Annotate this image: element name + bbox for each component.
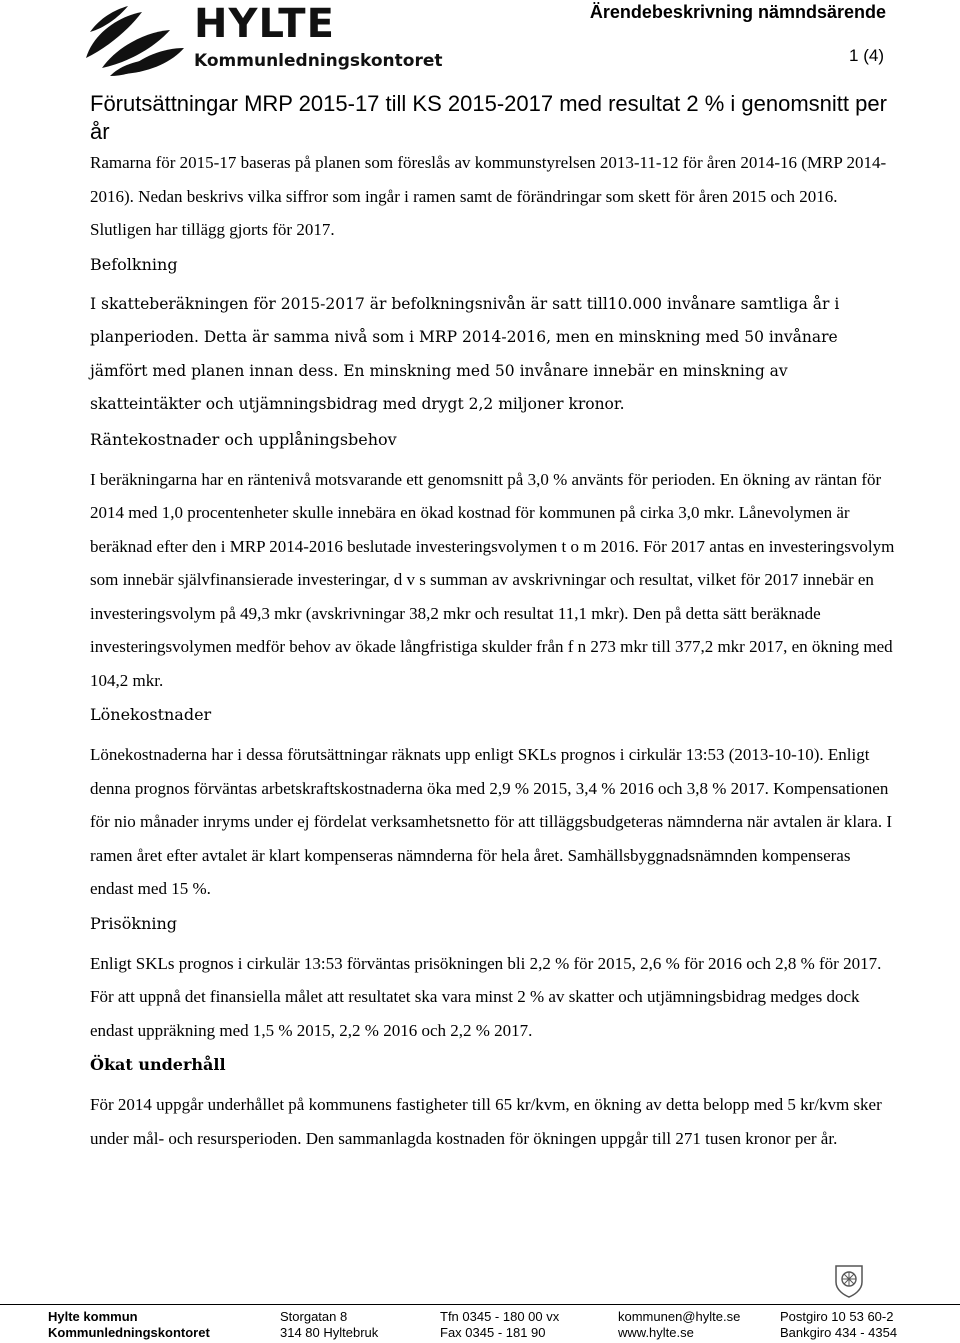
footer-website[interactable]: www.hylte.se — [618, 1325, 694, 1340]
footer-fax: Fax 0345 - 181 90 — [440, 1325, 546, 1340]
footer-email[interactable]: kommunen@hylte.se — [618, 1309, 741, 1324]
section-heading: Ökat underhåll — [90, 1055, 226, 1074]
document-title: Förutsättningar MRP 2015-17 till KS 2015-2017 med resultat 2 % i genomsnitt per år — [90, 91, 887, 144]
logo-subtitle: Kommunledningskontoret — [194, 51, 443, 71]
footer-org-name: Hylte kommun — [48, 1309, 138, 1324]
section-text: För 2014 uppgår underhållet på kommunens fastigheter till 65 kr/kvm, en ökning av detta belopp med 5 kr/kvm sker under mål- och resursperioden. Den sammanlagda kostnaden för ökningen uppgår till 271 tusen kronor per år. — [90, 1095, 882, 1148]
section-heading: Befolkning — [90, 254, 178, 274]
footer-address — [280, 1309, 378, 1341]
section-text: I beräkningarna har en räntenivå motsvarande ett genomsnitt på 3,0 % använts för perioden. En ökning av räntan för 2014 med 1,0 procentenheter skulle innebära en ökad kostnad för kommunen på cirka 3,0 mkr. Lånevolymen är beräknad efter den i MRP 2014-2016 beslutade investeringsvolymen t o m 2016. För 2017 antas en investeringsvolym som innebär självfinansierade investeringar, d v s summan av avskrivningar och resultat, vilket för 2017 innebär en investeringsvolym på 49,3 mkr (avskrivningar 38,2 mkr och resultat 11,1 mkr). Den på detta sätt beräknade investeringsvolymen medför behov av ökade långfristiga skulder från f n 273 mkr till 377,2 mkr 2017, en ökning med 104,2 mkr. — [90, 469, 895, 690]
footer-phone — [440, 1309, 559, 1341]
page-number: 1 (4) — [849, 46, 884, 65]
section-text: Lönekostnaderna har i dessa förutsättningar räknats upp enligt SKLs prognos i cirkulär 13:53 (2013-10-10). Enligt denna prognos förväntas arbetskraftskostnaderna öka med 2,9 % 2015, 3,4 % 2016 och 3,8 % 2017. Kompensationen för nio månader inryms under ej fördelat verksamhetsnetto för att tilläggsbudgeteras nämnderna när avtalen är klara. I ramen året efter avtalet är klart kompenseras nämnderna för hela året. Samhällsbyggnadsnämnden kompenseras endast med 15 %. — [90, 745, 892, 898]
document-type: Ärendebeskrivning nämndsärende — [589, 2, 886, 22]
section-text: I skatteberäkningen för 2015-2017 är befolkningsnivån är satt till10.000 invånare samtliga år i planperioden. Detta är samma nivå som i MRP 2014-2016, men en minskning med 50 invånare jämfört med planen innan dess. En minskning med 50 invånare innebär en minskning av skatteintäkter och utjämningsbidrag med drygt 2,2 miljoner kronor. — [90, 294, 840, 413]
municipal-coat-of-arms-icon — [834, 1264, 864, 1298]
footer-org — [48, 1309, 210, 1341]
footer-postgiro: Postgiro 10 53 60-2 — [780, 1309, 894, 1324]
logo-name: HYLTE — [194, 1, 335, 47]
section-text: Enligt SKLs prognos i cirkulär 13:53 förväntas prisökningen bli 2,2 % för 2015, 2,6 % för 2016 och 2,8 % för 2017. För att uppnå det finansiella målet att resultatet ska vara minst 2 % av skatter och utjämningsbidrag medges dock endast uppräkning med 1,5 % 2015, 2,2 % 2016 och 2,2 % 2017. — [90, 953, 882, 1040]
footer-street: Storgatan 8 — [280, 1309, 348, 1324]
section-heading: Prisökning — [90, 913, 178, 933]
footer-payment — [780, 1309, 897, 1341]
section-heading: Räntekostnader och upplåningsbehov — [90, 429, 397, 449]
footer-bankgiro: Bankgiro 434 - 4354 — [780, 1325, 898, 1340]
leaf-emblem-icon — [86, 6, 184, 76]
logo-text — [194, 2, 443, 71]
page-footer — [0, 1304, 960, 1343]
document-body — [90, 146, 896, 1155]
footer-postal: 314 80 Hyltebruk — [280, 1325, 379, 1340]
footer-org-dept: Kommunledningskontoret — [48, 1325, 210, 1340]
section-heading: Lönekostnader — [90, 705, 212, 724]
footer-contact — [618, 1309, 740, 1341]
footer-tel: Tfn 0345 - 180 00 vx — [440, 1309, 560, 1324]
intro-paragraph: Ramarna för 2015-17 baseras på planen som föreslås av kommunstyrelsen 2013-11-12 för åren 2014-16 (MRP 2014-2016). Nedan beskrivs vilka siffror som ingår i ramen samt de förändringar som skett för åren 2015 och 2016. Slutligen har tillägg gjorts för 2017. — [90, 153, 887, 239]
